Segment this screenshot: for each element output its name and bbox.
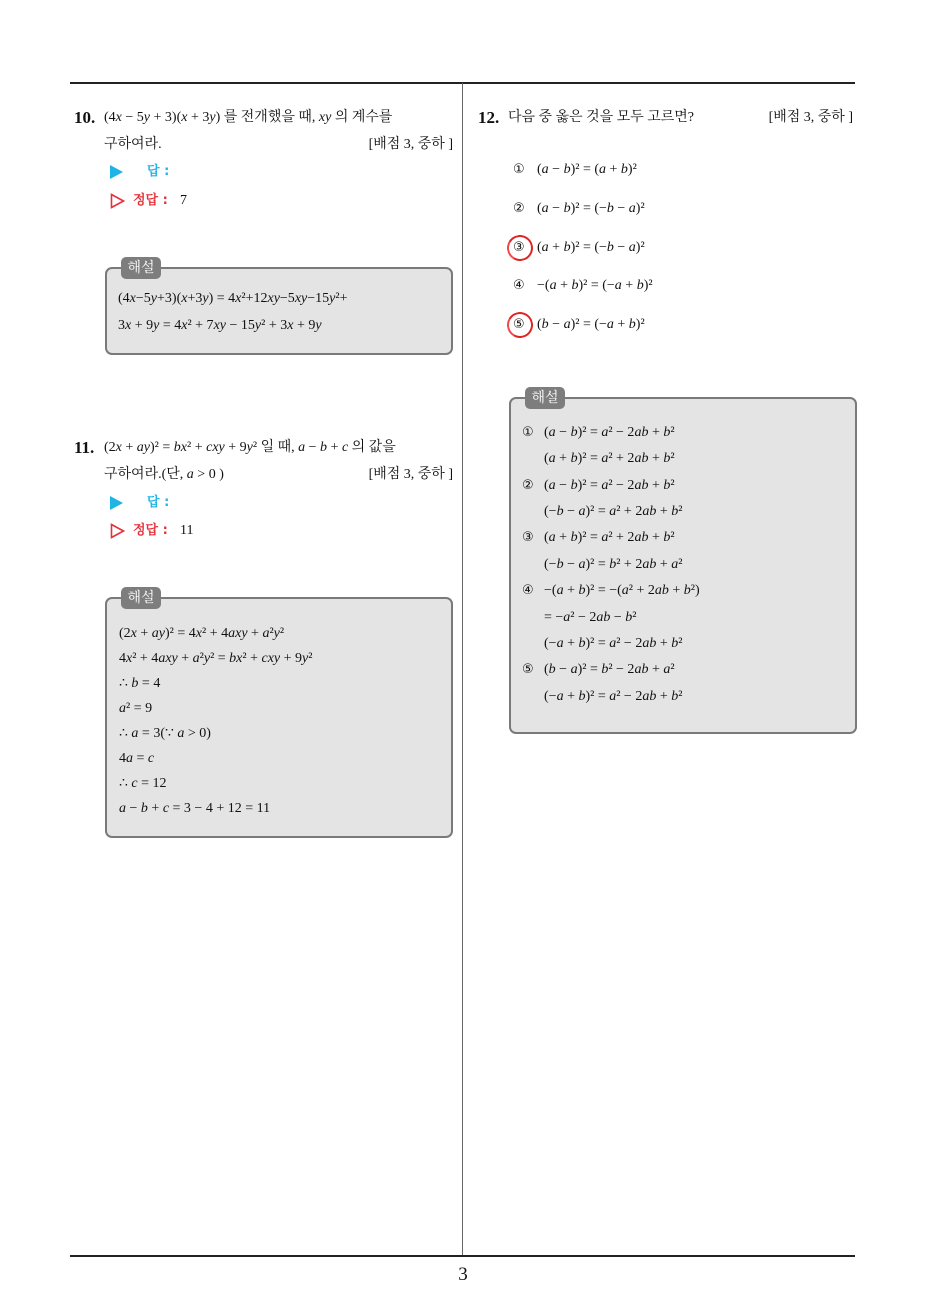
problem-10-explanation-box bbox=[105, 260, 453, 355]
explanation-line: a − b + c = 3 − 4 + 12 = 11 bbox=[119, 800, 271, 816]
explanation-line: ∴ b = 4 bbox=[119, 675, 161, 691]
selected-mark-circle bbox=[504, 309, 536, 341]
explanation-step-number: ② bbox=[522, 477, 534, 493]
explanation-line: (4x−5y+3)(x+3y) = 4x²+12xy−5xy−15y²+ bbox=[118, 290, 348, 306]
explanation-expression: (−b − a)² = a² + 2ab + b² bbox=[544, 504, 683, 520]
explanation-tab: 해설 bbox=[121, 257, 161, 279]
explanation-line bbox=[522, 684, 844, 710]
problem-number-12: 12. bbox=[478, 108, 500, 127]
explanation-tab: 해설 bbox=[121, 587, 161, 609]
explanation-line: a² = 9 bbox=[119, 700, 153, 716]
problem-11-answer-row[interactable] bbox=[110, 493, 310, 513]
explanation-line bbox=[522, 631, 844, 657]
explanation-content bbox=[118, 285, 440, 339]
option-number: ⑤ bbox=[513, 317, 525, 332]
column-divider bbox=[462, 83, 463, 1256]
correct-answer-label: 정답 : bbox=[133, 193, 168, 208]
footer-rule bbox=[70, 1255, 855, 1257]
problem-10-correct-answer-row bbox=[110, 191, 310, 211]
problem-10-answer-row[interactable] bbox=[110, 162, 310, 182]
explanation-step-number: ⑤ bbox=[522, 662, 534, 678]
explanation-expression: (a + b)² = a² + 2ab + b² bbox=[544, 530, 675, 546]
option-4[interactable] bbox=[513, 276, 653, 296]
option-number: ① bbox=[513, 162, 525, 177]
option-number: ③ bbox=[513, 239, 525, 255]
explanation-line bbox=[522, 420, 844, 446]
problem-11-correct-answer-row bbox=[110, 521, 310, 541]
answer-label: 답 : bbox=[147, 164, 170, 179]
option-1[interactable] bbox=[513, 160, 637, 180]
explanation-line: 4x² + 4axy + a²y² = bx² + cxy + 9y² bbox=[119, 650, 313, 666]
explanation-line bbox=[522, 578, 844, 604]
explanation-expression: (−a + b)² = a² − 2ab + b² bbox=[544, 636, 683, 652]
explanation-line bbox=[522, 657, 844, 683]
explanation-expression: (−b − a)² = b² + 2ab + a² bbox=[544, 556, 683, 572]
problem-number-11: 11. bbox=[74, 438, 95, 457]
problem-12-explanation-box bbox=[509, 390, 857, 734]
explanation-line: (2x + ay)² = 4x² + 4axy + a²y² bbox=[119, 625, 285, 641]
play-triangle-icon bbox=[110, 496, 123, 510]
option-expression: (a − b)² = (−b − a)² bbox=[537, 200, 645, 216]
answer-options bbox=[513, 160, 833, 350]
explanation-expression: (−a + b)² = a² − 2ab + b² bbox=[544, 688, 683, 704]
explanation-step-number: ③ bbox=[522, 530, 534, 546]
problem-10-score: [배점 3, 중하 ] bbox=[368, 137, 453, 152]
explanation-line: ∴ c = 12 bbox=[119, 775, 167, 791]
explanation-line: 4a = c bbox=[119, 750, 155, 766]
explanation-expression: (b − a)² = b² − 2ab + a² bbox=[544, 662, 675, 678]
problem-11-question-line-1: (2x + ay)² = bx² + cxy + 9y² 일 때, a − b + c 의 값을 bbox=[104, 440, 396, 455]
option-expression: (a + b)² = (−b − a)² bbox=[537, 239, 645, 255]
explanation-expression: = −a² − 2ab − b² bbox=[544, 609, 637, 625]
explanation-line: ∴ a = 3(∵ a > 0) bbox=[119, 725, 211, 741]
explanation-line bbox=[522, 473, 844, 499]
option-expression: (b − a)² = (−a + b)² bbox=[537, 317, 645, 332]
explanation-expression: (a − b)² = a² − 2ab + b² bbox=[544, 477, 675, 493]
play-triangle-icon bbox=[110, 165, 123, 179]
outline-triangle-icon bbox=[110, 523, 125, 539]
explanation-tab: 해설 bbox=[525, 387, 565, 409]
problem-12-score: [배점 3, 중하 ] bbox=[768, 110, 853, 125]
option-expression: −(a + b)² = (−a + b)² bbox=[537, 278, 653, 294]
correct-answer-value: 11 bbox=[180, 523, 194, 538]
option-3[interactable] bbox=[513, 238, 645, 258]
outline-triangle-icon bbox=[110, 193, 125, 209]
explanation-step-number: ④ bbox=[522, 583, 534, 599]
option-number: ② bbox=[513, 200, 525, 216]
page-number: 3 bbox=[458, 1264, 468, 1285]
option-number: ④ bbox=[513, 278, 525, 294]
explanation-line: 3x + 9y = 4x² + 7xy − 15y² + 3x + 9y bbox=[118, 317, 322, 333]
explanation-line bbox=[522, 552, 844, 578]
problem-10-question-line-2: 구하여라. bbox=[104, 137, 162, 152]
explanation-content bbox=[119, 621, 439, 821]
explanation-line bbox=[522, 525, 844, 551]
correct-answer-value: 7 bbox=[180, 193, 187, 208]
explanation-line bbox=[522, 446, 844, 472]
selected-mark-circle bbox=[504, 232, 536, 264]
explanation-expression: −(a + b)² = −(a² + 2ab + b²) bbox=[544, 583, 700, 599]
explanation-expression: (a + b)² = a² + 2ab + b² bbox=[544, 451, 675, 467]
problem-12-question: 다음 중 옳은 것을 모두 고르면? bbox=[508, 110, 695, 125]
problem-11-question-line-2: 구하여라.(단, a > 0 ) bbox=[104, 467, 224, 482]
problem-11-score: [배점 3, 중하 ] bbox=[368, 467, 453, 482]
option-5[interactable] bbox=[513, 315, 645, 335]
problem-number-10: 10. bbox=[74, 108, 96, 127]
explanation-step-number: ① bbox=[522, 424, 534, 440]
option-2[interactable] bbox=[513, 199, 645, 219]
explanation-line bbox=[522, 605, 844, 631]
problem-10-question-line-1: (4x − 5y + 3)(x + 3y) 를 전개했을 때, xy 의 계수를 bbox=[104, 110, 393, 125]
explanation-content bbox=[522, 420, 844, 710]
problem-11-explanation-box bbox=[105, 590, 453, 838]
explanation-expression: (a − b)² = a² − 2ab + b² bbox=[544, 424, 675, 440]
explanation-line bbox=[522, 499, 844, 525]
answer-label: 답 : bbox=[147, 495, 170, 510]
correct-answer-label: 정답 : bbox=[133, 523, 168, 538]
option-expression: (a − b)² = (a + b)² bbox=[537, 162, 637, 177]
